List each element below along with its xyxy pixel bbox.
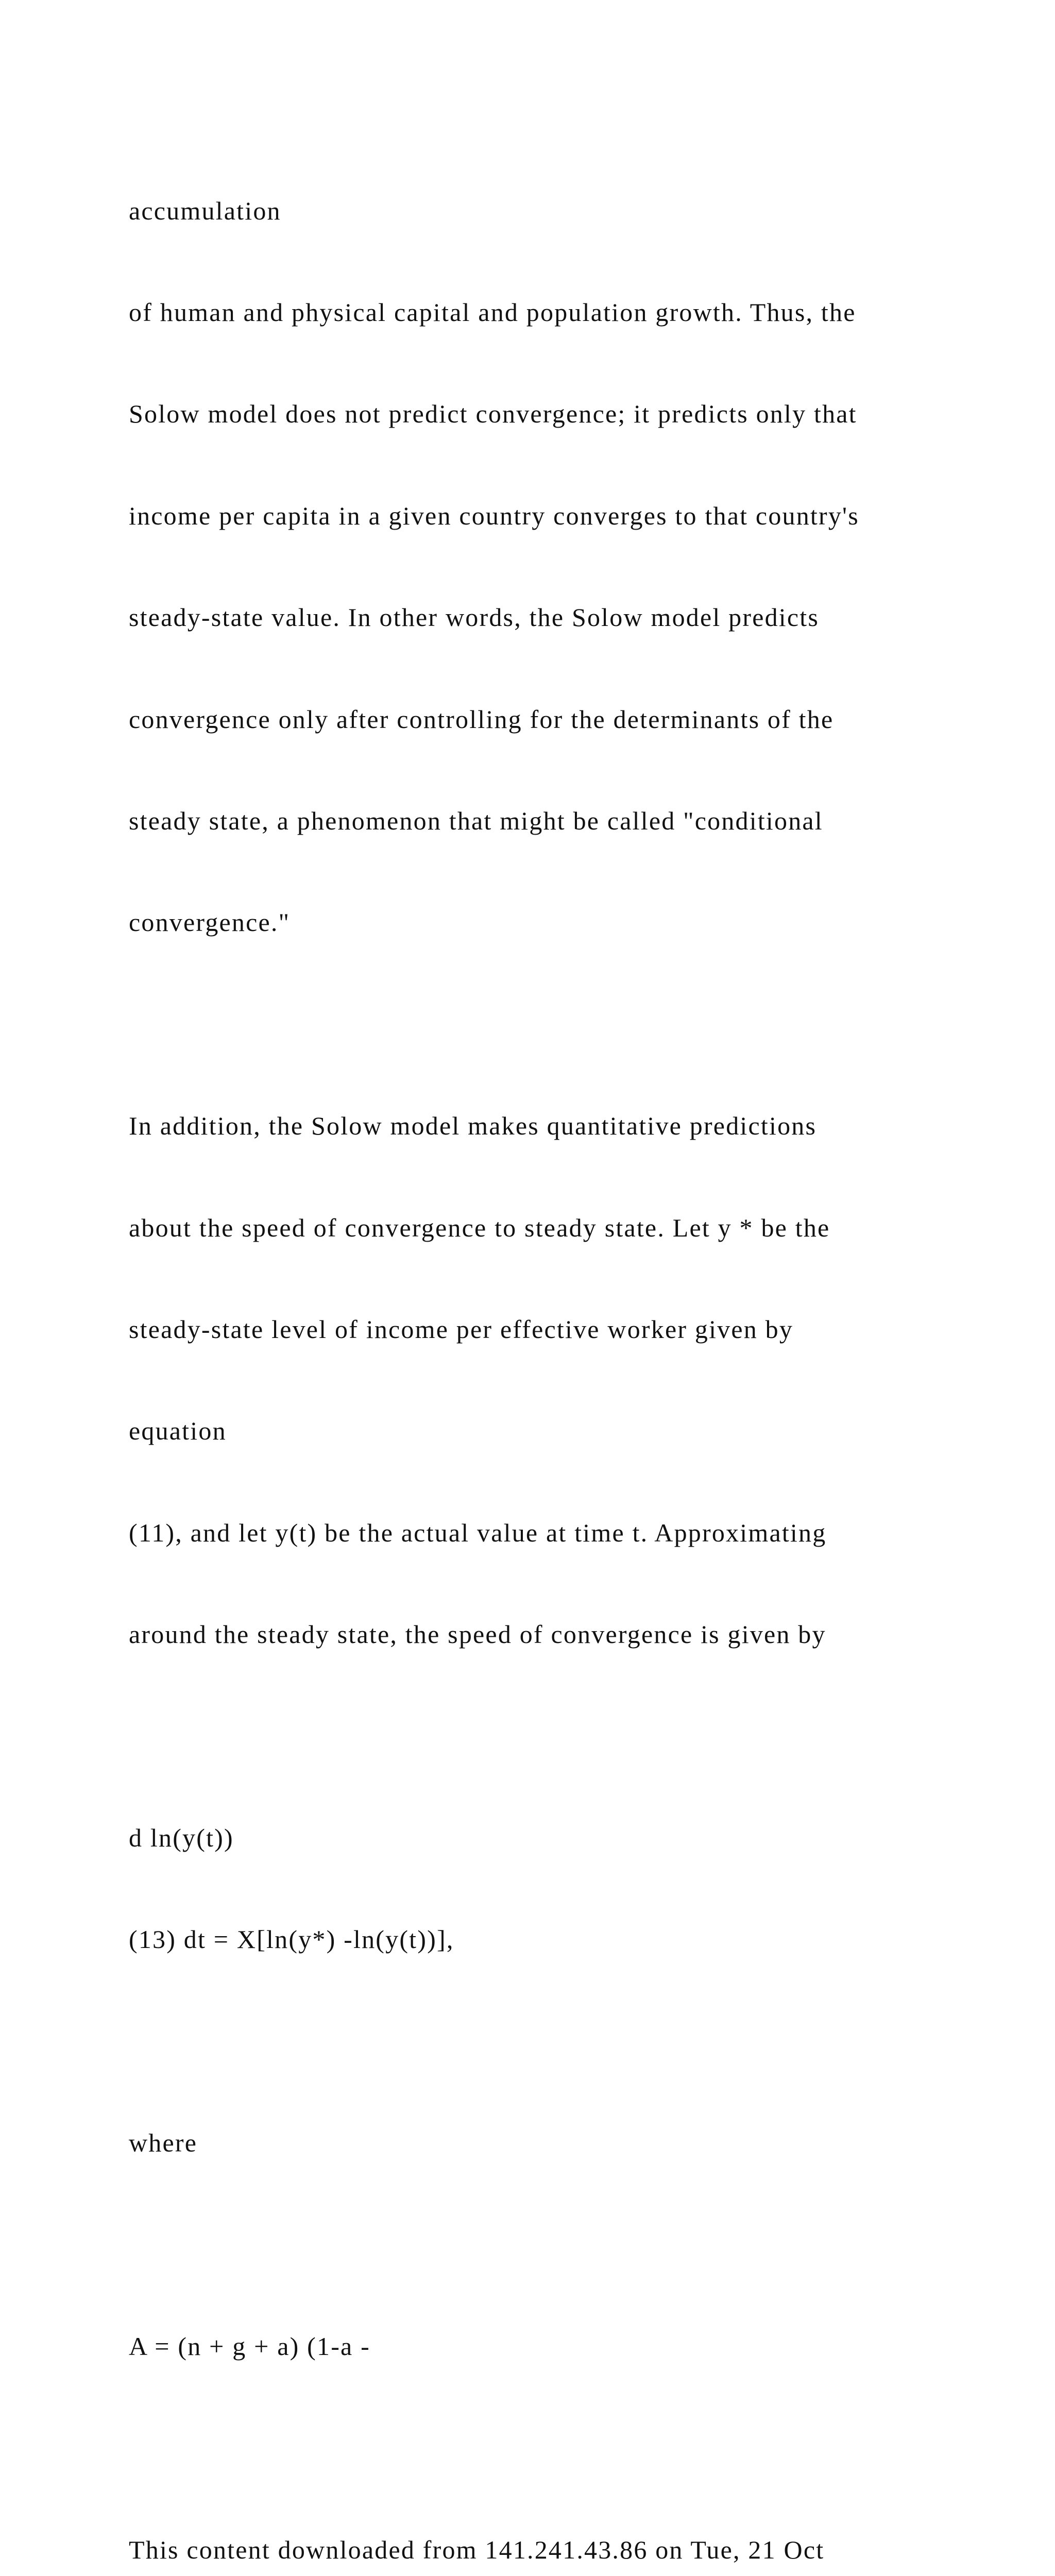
text-line: where bbox=[129, 2128, 198, 2158]
text-line: accumulation bbox=[129, 196, 281, 225]
text-line: of human and physical capital and population growth. Thus, the bbox=[129, 297, 856, 327]
document-text bbox=[129, 126, 1015, 2576]
blank-line bbox=[129, 2228, 1015, 2262]
equation-line: d ln(y(t)) bbox=[129, 1823, 234, 1852]
text-line: steady-state value. In other words, the Solow model predicts bbox=[129, 603, 820, 632]
text-line: steady state, a phenomenon that might be called "conditional bbox=[129, 806, 823, 835]
blank-line bbox=[129, 1719, 1015, 1753]
text-line: convergence." bbox=[129, 908, 291, 937]
blank-line bbox=[129, 2025, 1015, 2059]
text-line: Solow model does not predict convergence; it predicts only that bbox=[129, 399, 857, 429]
blank-line bbox=[129, 1008, 1015, 1042]
text-line: (11), and let y(t) be the actual value at time t. Approximating bbox=[129, 1518, 827, 1547]
download-notice-line: This content downloaded from 141.241.43.86 on Tue, 21 Oct bbox=[129, 2535, 825, 2564]
text-line: steady-state level of income per effective worker given by bbox=[129, 1314, 794, 1344]
equation-line: A = (n + g + a) (1-a - bbox=[129, 2331, 370, 2361]
text-line: equation bbox=[129, 1416, 227, 1446]
equation-line: (13) dt = X[ln(y*) -ln(y(t))], bbox=[129, 1925, 454, 1954]
text-line: about the speed of convergence to steady state. Let y * be the bbox=[129, 1213, 830, 1242]
text-line: around the steady state, the speed of convergence is given by bbox=[129, 1620, 826, 1649]
text-line: convergence only after controlling for the determinants of the bbox=[129, 704, 834, 734]
text-line: income per capita in a given country converges to that country's bbox=[129, 501, 859, 530]
blank-line bbox=[129, 2431, 1015, 2465]
text-line: In addition, the Solow model makes quantitative predictions bbox=[129, 1111, 817, 1141]
